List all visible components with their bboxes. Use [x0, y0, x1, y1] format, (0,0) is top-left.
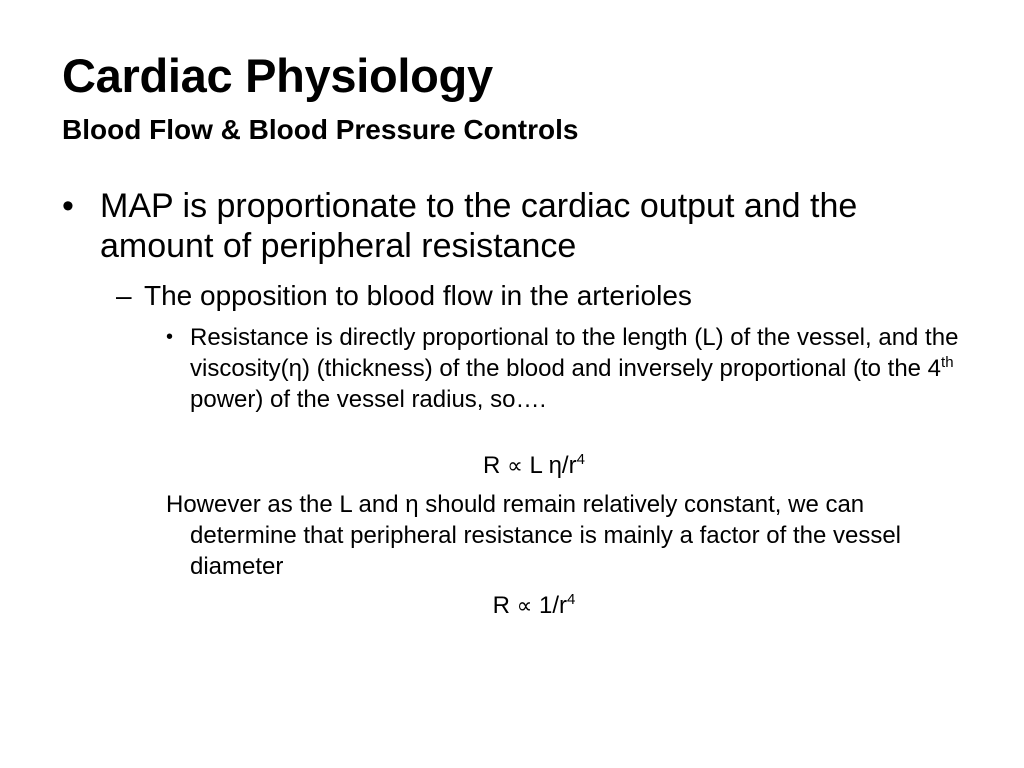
slide-title: Cardiac Physiology — [62, 49, 493, 102]
explanation-paragraph: However as the L and η should remain relatively constant, we can determine that peripheral resistance is mainly a factor of the vessel diameter — [166, 491, 902, 580]
formula-resistance-full — [0, 451, 1024, 482]
bullet-text-part: power) of the vessel radius, so…. — [190, 386, 547, 413]
bullet-level-3 — [166, 322, 966, 415]
bullet-marker: • — [62, 187, 74, 225]
bullet-text — [190, 322, 966, 415]
formula-left: R — [492, 592, 510, 619]
proportional-symbol: ∝ — [507, 454, 523, 479]
formula-resistance-radius — [0, 591, 1024, 622]
formula-right: 1/r — [539, 592, 568, 619]
bullet-text-part: Resistance is directly proportional to the length (L) of the vessel, and the viscosity(η) (thickness) of the blood and inversely proportional (to the 4 — [190, 324, 959, 382]
formula-left: R — [483, 452, 501, 479]
bullet-marker: • — [166, 326, 174, 348]
superscript: th — [941, 354, 954, 371]
bullet-text: MAP is proportionate to the cardiac output and the amount of peripheral resistance — [100, 187, 858, 265]
bullet-level-1 — [62, 186, 952, 266]
proportional-symbol: ∝ — [516, 594, 533, 619]
formula-exponent: 4 — [576, 451, 585, 468]
bullet-text: The opposition to blood flow in the arterioles — [144, 280, 692, 311]
formula-right: L η/r — [529, 452, 577, 479]
bullet-level-2 — [116, 279, 692, 313]
formula-exponent: 4 — [567, 591, 576, 608]
dash-marker: – — [116, 280, 132, 311]
slide-subtitle: Blood Flow & Blood Pressure Controls — [62, 114, 579, 145]
